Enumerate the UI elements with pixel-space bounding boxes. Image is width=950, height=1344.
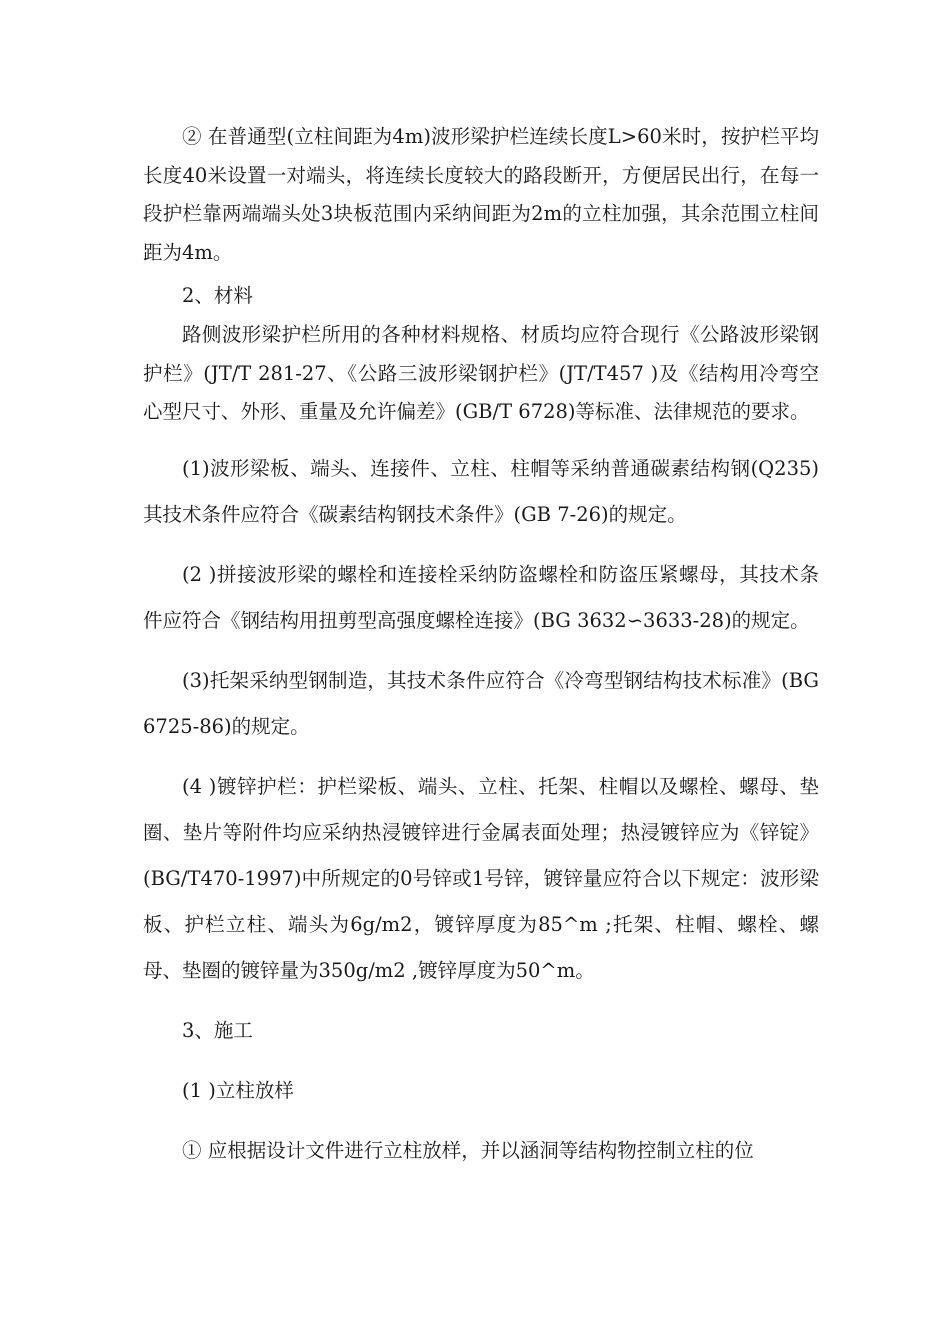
heading-post-layout: (1 )立柱放样 — [182, 1078, 294, 1102]
paragraph-material-standards: 路侧波形梁护栏所用的各种材料规格、材质均应符合现行《公路波形梁钢护栏》(JT/T 281-27、《公路三波形梁钢护栏》(JT/T457 )及《结构用冷弯空心型尺寸、外形、重量及允许偏差》(GB/T 6728)等标准、法律规范的要求。 — [143, 323, 819, 423]
paragraph-post-spacing: ② 在普通型(立柱间距为4m)波形梁护栏连续长度L>60米时，按护栏平均长度40米设置一对端头，将连续长度较大的路段断开，方便居民出行，在每一段护栏靠两端端头处3块板范围内采纳间距为2m的立柱加强，其余范围立柱间距为4m。 — [143, 125, 819, 264]
paragraph-item-3: (3)托架采纳型钢制造，其技术条件应符合《冷弯型钢结构技术标准》(BG6725-86)的规定。 — [143, 668, 819, 738]
heading-materials: 2、材料 — [182, 284, 253, 307]
document-page — [143, 118, 819, 1174]
paragraph-item-4: (4 )镀锌护栏：护栏梁板、端头、立柱、托架、柱帽以及螺栓、螺母、垫圈、垫片等附件均应采纳热浸镀锌进行金属表面处理；热浸镀锌应为《锌锭》(BG/T470-1997)中所规定的0号锌或1号锌，镀锌量应符合以下规定：波形梁板、护栏立柱、端头为6g/m2，镀锌厚度为85^m ;托架、柱帽、螺栓、螺母、垫圈的镀锌量为350g/m2 ,镀锌厚度为50^m。 — [143, 774, 819, 982]
heading-construction: 3、施工 — [182, 1018, 253, 1042]
paragraph-item-2: (2 )拼接波形梁的螺栓和连接栓采纳防盗螺栓和防盗压紧螺母，其技术条件应符合《钢结构用扭剪型高强度螺栓连接》(BG 3632∽3633-28)的规定。 — [143, 562, 819, 632]
paragraph-post-layout-1: ① 应根据设计文件进行立柱放样，并以涵洞等结构物控制立柱的位 — [182, 1138, 754, 1162]
paragraph-item-1: (1)波形梁板、端头、连接件、立柱、柱帽等采纳普通碳素结构钢(Q235)其技术条件应符合《碳素结构钢技术条件》(GB 7-26)的规定。 — [143, 456, 819, 526]
